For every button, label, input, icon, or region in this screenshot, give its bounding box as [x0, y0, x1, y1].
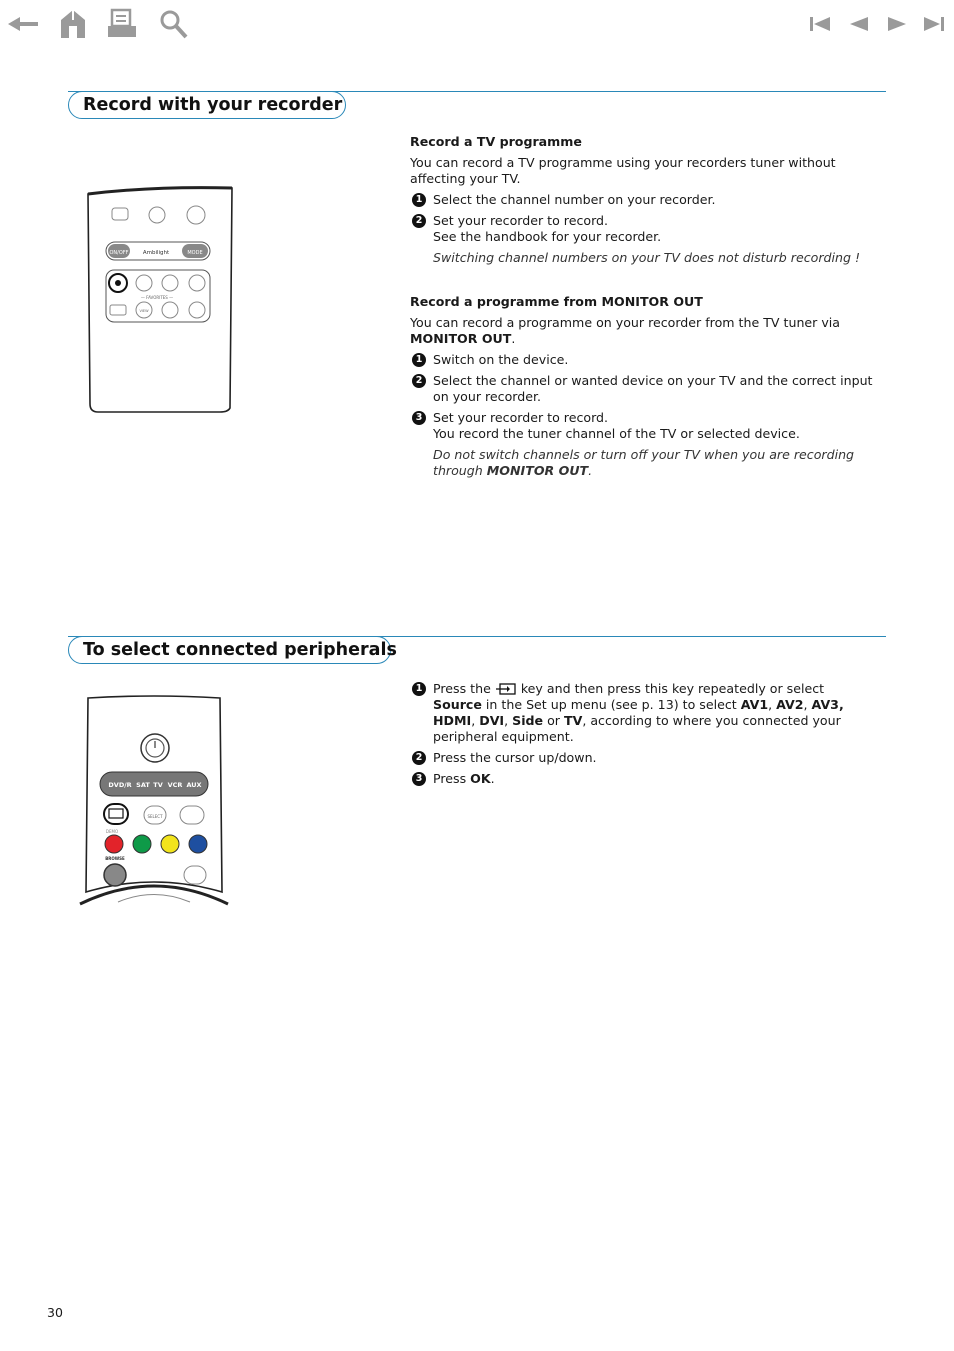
remote-sat-label: SAT [136, 781, 150, 789]
step-number: 3 [412, 411, 426, 425]
intro-text: You can record a programme on your recorder from the TV tuner via [410, 315, 841, 330]
separator: , [504, 713, 513, 728]
step-text: Press the cursor up/down. [433, 750, 597, 765]
next-page-icon[interactable] [884, 6, 910, 42]
step-text: key and then press this key repeatedly or select [516, 681, 825, 696]
intro-end: . [511, 331, 516, 346]
separator: , [768, 697, 777, 712]
or-text: or [543, 713, 564, 728]
search-icon[interactable] [158, 6, 190, 42]
remote-browse-label: BROWSE [105, 856, 125, 861]
step-text: Switch on the device. [433, 352, 569, 367]
remote-favorites-label: — FAVORITES — [140, 295, 174, 300]
remote-view-label: VIEW [139, 309, 149, 313]
remote-select-label: SELECT [147, 814, 163, 819]
remote-mode-label: MODE [187, 250, 203, 256]
ok-label: OK [470, 771, 491, 786]
step-1-monitor-out [410, 352, 874, 368]
note-text: Do not switch channels or turn off your TV when you are recording through [433, 447, 855, 478]
peripherals-content [410, 681, 874, 792]
section-title-peripherals: To select connected peripherals [68, 636, 391, 664]
step-text: Set your recorder to record. [433, 410, 609, 425]
record-content [410, 134, 874, 484]
side-label: Side [512, 713, 544, 728]
step-1-peripherals [410, 681, 874, 745]
step-text: Select the channel or wanted device on your TV and the correct input on your recorder. [433, 373, 873, 404]
note-monitor-out-bold: MONITOR OUT [486, 463, 589, 478]
section-title-record: Record with your recorder [68, 91, 346, 119]
remote-onoff-label: ON/OFF [109, 250, 129, 256]
step-number: 1 [412, 193, 426, 207]
step-2-peripherals [410, 750, 874, 766]
first-page-icon[interactable] [808, 6, 834, 42]
source-key-icon [495, 683, 517, 695]
tv-label: TV [563, 713, 583, 728]
heading-record-monitor-out [410, 294, 874, 310]
step-number: 2 [412, 214, 426, 228]
step-text-2: You record the tuner channel of the TV or selected device. [433, 426, 800, 441]
intro-record-tv: You can record a TV programme using your recorders tuner without affecting your TV. [410, 155, 836, 186]
step-2-monitor-out [410, 373, 874, 405]
step-text: . [490, 771, 495, 786]
separator: , [471, 713, 480, 728]
step-number: 3 [412, 772, 426, 786]
home-icon[interactable] [58, 6, 88, 42]
page-number: 30 [47, 1305, 63, 1320]
step-number: 1 [412, 353, 426, 367]
step-text: Press the [433, 681, 495, 696]
print-icon[interactable] [106, 6, 138, 42]
remote-tv-label: TV [153, 781, 163, 789]
av2-label: AV2 [776, 697, 804, 712]
note-monitor-out [410, 447, 874, 479]
heading-monitor-out: MONITOR OUT [601, 294, 703, 309]
remote-vcr-label: VCR [167, 781, 183, 789]
step-number: 1 [412, 682, 426, 696]
remote-ambilight-label: Ambilight [142, 250, 170, 256]
intro-monitor-out [410, 315, 874, 347]
heading-prefix: Record a programme from [410, 294, 602, 309]
back-arrow-icon[interactable] [6, 6, 40, 42]
remote-control-peripherals-illustration [78, 692, 230, 917]
note-record-tv: Switching channel numbers on your TV does not disturb recording ! [433, 250, 861, 265]
step-number: 2 [412, 751, 426, 765]
remote-demo-label: DEMO [105, 829, 119, 834]
step-1-record-tv [410, 192, 874, 208]
note-end: . [588, 463, 593, 478]
nav-left [6, 6, 196, 42]
remote-aux-label: AUX [186, 781, 202, 789]
step-text: Press [433, 771, 471, 786]
step-text: , according to where you connected your peripheral equipment. [433, 713, 841, 744]
source-label: Source [433, 697, 482, 712]
heading-record-tv-programme: Record a TV programme [410, 134, 582, 149]
intro-monitor-out-bold: MONITOR OUT [410, 331, 512, 346]
step-text: in the Set up menu (see p. 13) to select [481, 697, 741, 712]
step-text: Select the channel number on your recorder. [433, 192, 716, 207]
step-3-monitor-out [410, 410, 874, 442]
av3-hdmi-label: AV3, HDMI [433, 697, 844, 728]
nav-right [808, 6, 948, 42]
remote-dvdr-label: DVD/R [108, 781, 132, 789]
step-text-2: See the handbook for your recorder. [433, 229, 662, 244]
step-number: 2 [412, 374, 426, 388]
step-2-record-tv [410, 213, 874, 245]
remote-control-recorder-illustration [84, 186, 234, 416]
step-3-peripherals [410, 771, 874, 787]
dvi-label: DVI [479, 713, 505, 728]
last-page-icon[interactable] [920, 6, 946, 42]
separator: , [803, 697, 812, 712]
previous-page-icon[interactable] [846, 6, 872, 42]
av1-label: AV1 [740, 697, 769, 712]
step-text: Set your recorder to record. [433, 213, 609, 228]
